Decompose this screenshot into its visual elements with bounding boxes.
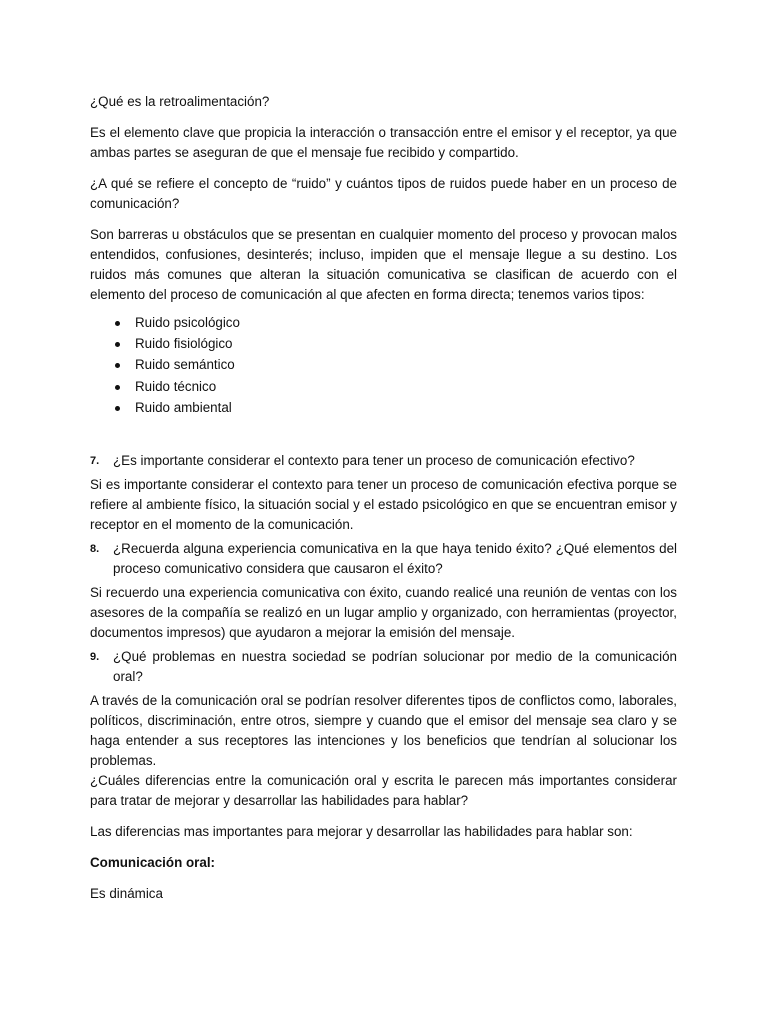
list-item: Ruido técnico (90, 377, 677, 398)
question-number: 7. (90, 454, 100, 467)
list-item: Ruido semántico (90, 355, 677, 376)
section-heading: Comunicación oral: (90, 854, 215, 870)
list-item: Ruido fisiológico (90, 334, 677, 355)
answer-10: Las diferencias mas importantes para mejorar y desarrollar las habilidades para hablar son: (90, 823, 633, 839)
question-10: ¿Cuáles diferencias entre la comunicación oral y escrita le parecen más importantes considerar para tratar de mejorar y desarrollar las habilidades para hablar? (90, 772, 677, 808)
list-item: Ruido ambiental (90, 398, 677, 419)
question-number: 9. (90, 650, 100, 663)
question-feedback: ¿Qué es la retroalimentación? (90, 94, 270, 109)
question-noise: ¿A qué se refiere el concepto de “ruido” y cuántos tipos de ruidos puede haber en un proceso de comunicación? (90, 176, 677, 211)
question-8 (90, 539, 677, 579)
list-item: Ruido psicológico (90, 313, 677, 334)
noise-types-list (90, 313, 677, 419)
question-text: ¿Qué problemas en nuestra sociedad se podrían solucionar por medio de la comunicación oral? (113, 648, 677, 684)
answer-feedback: Es el elemento clave que propicia la interacción o transacción entre el emisor y el receptor, ya que ambas partes se aseguran de que el mensaje fue recibido y compartido. (90, 125, 677, 160)
answer-7: Si es importante considerar el contexto para tener un proceso de comunicación efectiva porque se refiere al ambiente físico, la situación social y el estado psicológico en que se encuentran emisor y receptor en el momento de la comunicación. (90, 476, 677, 532)
answer-noise: Son barreras u obstáculos que se presentan en cualquier momento del proceso y provocan malos entendidos, confusiones, desinterés; incluso, impiden que el mensaje llegue a su destino. Los ruidos más comunes que alteran la situación comunicativa se clasifican de acuerdo con el elemento del proceso de comunicación al que afecten en forma directa; tenemos varios tipos: (90, 227, 677, 302)
question-text: ¿Es importante considerar el contexto para tener un proceso de comunicación efectivo? (113, 452, 635, 468)
question-7 (90, 451, 677, 471)
question-text: ¿Recuerda alguna experiencia comunicativa en la que haya tenido éxito? ¿Qué elementos del proceso comunicativo considera que causaron el éxito? (113, 540, 677, 576)
answer-8: Si recuerdo una experiencia comunicativa con éxito, cuando realicé una reunión de ventas con los asesores de la compañía se realizó en un lugar amplio y organizado, con herramientas (proyector, documentos impresos) que ayudaron a mejorar la emisión del mensaje. (90, 584, 677, 640)
section-item: Es dinámica (90, 885, 163, 901)
question-number: 8. (90, 542, 100, 555)
answer-9: A través de la comunicación oral se podrían resolver diferentes tipos de conflictos como, laborales, políticos, discriminación, entre otros, siempre y cuando que el emisor del mensaje sea claro y se haga entender a sus receptores las intenciones y los beneficios que tendrían al solucionar los problemas. (90, 692, 677, 768)
question-9 (90, 647, 677, 687)
